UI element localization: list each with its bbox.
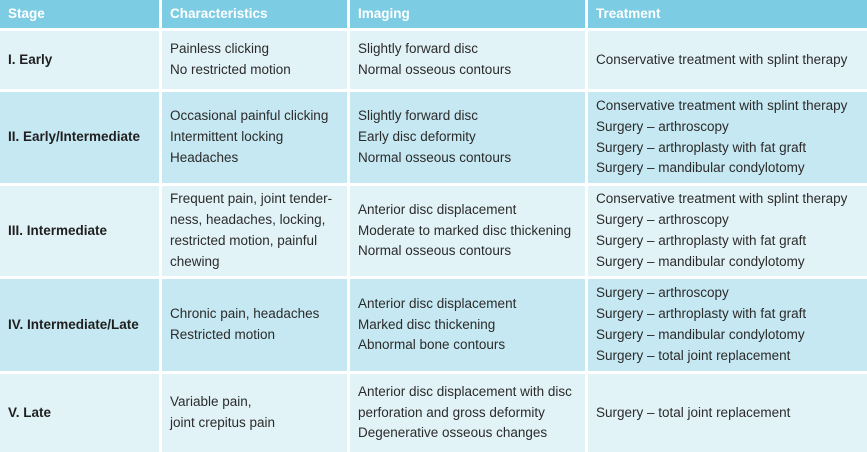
characteristics-line: ness, headaches, locking,	[170, 212, 326, 228]
treatment-line: Surgery – mandibular condylotomy	[596, 160, 805, 176]
imaging-line: Slightly forward disc	[358, 41, 479, 57]
characteristics-line: Variable pain,	[170, 394, 252, 410]
header-imaging: Imaging	[350, 0, 585, 28]
treatment-line: Conservative treatment with splint therapy	[596, 97, 848, 113]
imaging-cell	[350, 374, 585, 452]
treatment-line: Surgery – arthroscopy	[596, 118, 729, 134]
imaging-line: Degenerative osseous changes	[358, 425, 548, 441]
treatment-cell	[588, 92, 867, 183]
characteristics-cell	[162, 92, 347, 183]
treatment-cell	[588, 374, 867, 452]
characteristics-cell	[162, 374, 347, 452]
characteristics-cell	[162, 31, 347, 89]
imaging-line: Anterior disc displacement with disc	[358, 383, 572, 399]
imaging-line: perforation and gross deformity	[358, 404, 545, 420]
treatment-line: Surgery – arthroplasty with fat graft	[596, 139, 807, 155]
treatment-line: Surgery – mandibular condylotomy	[596, 327, 805, 342]
characteristics-line: Headaches	[170, 149, 239, 165]
imaging-cell	[350, 31, 585, 89]
stage-cell: IV. Intermediate/Late	[0, 279, 159, 371]
imaging-line: Slightly forward disc	[358, 108, 479, 124]
stage-cell: I. Early	[0, 31, 159, 89]
treatment-line: Surgery – arthroscopy	[596, 212, 729, 228]
imaging-line: Normal osseous contours	[358, 62, 512, 77]
imaging-cell	[350, 279, 585, 371]
treatment-line: Surgery – mandibular condylotomy	[596, 253, 805, 269]
imaging-line: Moderate to marked disc thickening	[358, 222, 572, 238]
imaging-line: Normal osseous contours	[358, 243, 512, 259]
imaging-line: Anterior disc displacement	[358, 295, 517, 311]
characteristics-cell	[162, 279, 347, 371]
characteristics-line: Frequent pain, joint tender-	[170, 191, 333, 207]
treatment-cell	[588, 186, 867, 276]
treatment-cell	[588, 279, 867, 371]
imaging-cell	[350, 92, 585, 183]
header-characteristics: Characteristics	[162, 0, 347, 28]
characteristics-line: Painless clicking	[170, 41, 270, 57]
treatment-line: Conservative treatment with splint therapy	[596, 51, 848, 67]
header-treatment: Treatment	[588, 0, 867, 28]
header-stage: Stage	[0, 0, 159, 28]
treatment-line: Surgery – arthroplasty with fat graft	[596, 306, 807, 322]
treatment-line: Conservative treatment with splint therapy	[596, 191, 848, 207]
characteristics-line: No restricted motion	[170, 62, 291, 77]
treatment-cell	[588, 31, 867, 89]
characteristics-line: Chronic pain, headaches	[170, 306, 320, 322]
treatment-line: Surgery – total joint replacement	[596, 404, 791, 420]
characteristics-line: Restricted motion	[170, 327, 276, 342]
characteristics-line: chewing	[170, 253, 220, 269]
imaging-line: Normal osseous contours	[358, 149, 512, 165]
stage-cell: V. Late	[0, 374, 159, 452]
characteristics-line: Occasional painful clicking	[170, 108, 329, 124]
stage-cell: II. Early/Intermediate	[0, 92, 159, 183]
treatment-line: Surgery – arthroplasty with fat graft	[596, 233, 807, 248]
characteristics-line: Intermittent locking	[170, 129, 284, 145]
characteristics-line: restricted motion, painful	[170, 233, 318, 248]
imaging-line: Abnormal bone contours	[358, 337, 506, 353]
characteristics-cell	[162, 186, 347, 276]
characteristics-line: joint crepitus pain	[170, 415, 276, 430]
imaging-line: Marked disc thickening	[358, 316, 496, 332]
imaging-line: Anterior disc displacement	[358, 201, 517, 217]
stage-cell: III. Intermediate	[0, 186, 159, 276]
treatment-line: Surgery – arthroscopy	[596, 285, 729, 301]
imaging-cell	[350, 186, 585, 276]
treatment-line: Surgery – total joint replacement	[596, 347, 791, 363]
imaging-line: Early disc deformity	[358, 129, 476, 145]
